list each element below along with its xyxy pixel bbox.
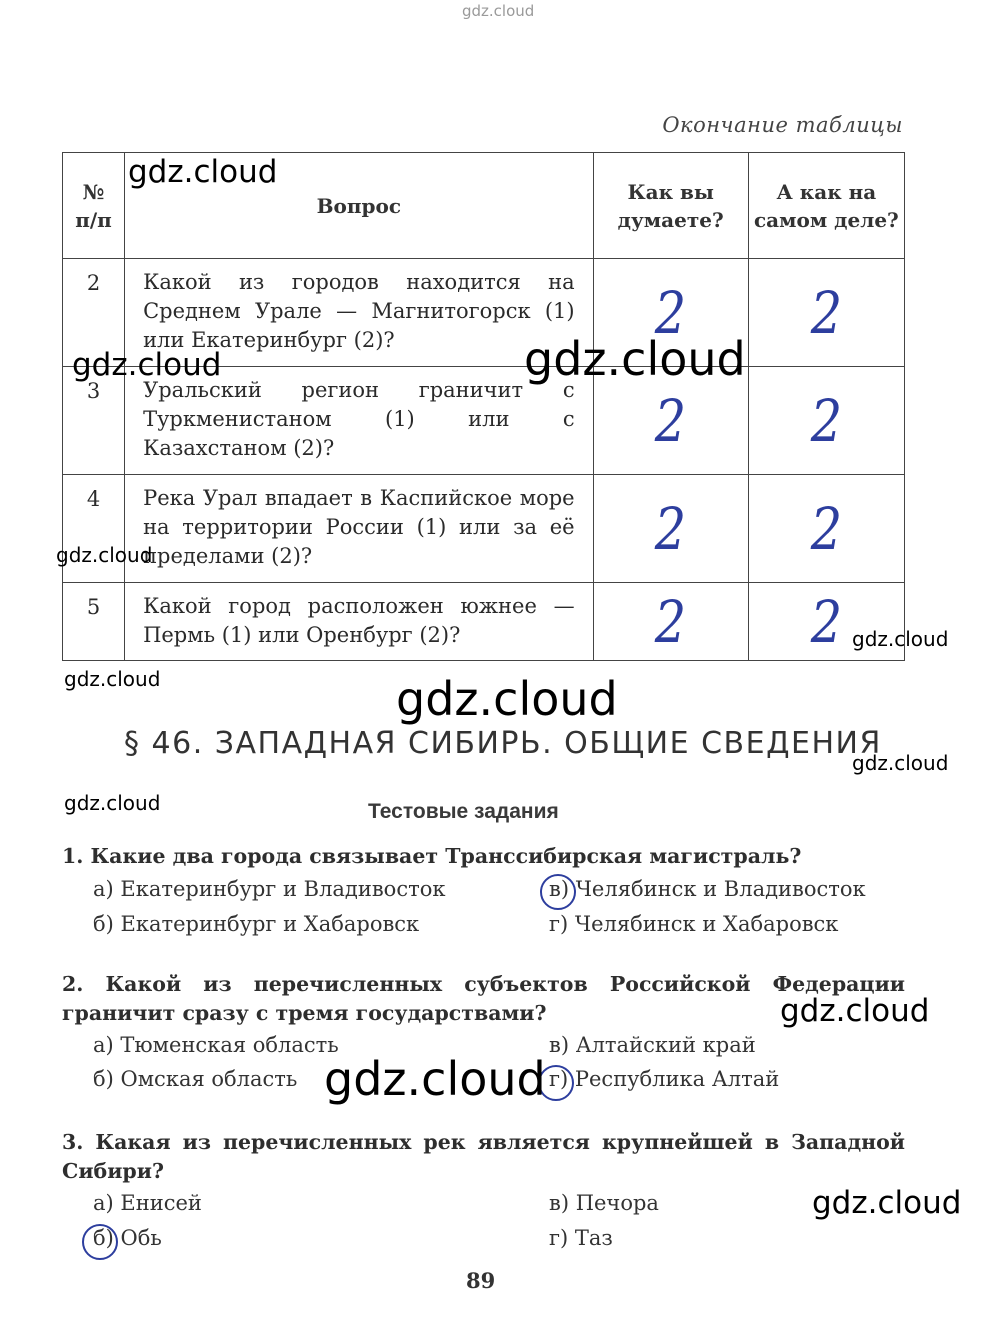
table-caption: Окончание таблицы — [662, 113, 903, 137]
question-2: 2. Какой из перечисленных субъектов Российской Федерации граничит сразу с тремя государствами? — [62, 972, 905, 1025]
row-num: 2 — [63, 259, 125, 367]
q2-option-b: б) Омская область — [93, 1067, 298, 1091]
watermark: gdz.cloud — [396, 672, 618, 726]
q2-option-g: г) Республика Алтай — [549, 1067, 780, 1091]
row-question: Река Урал впадает в Каспийское море на территории России (1) или за её пределами (2)? — [125, 475, 594, 583]
q1-option-v: в) Челябинск и Владивосток — [549, 877, 866, 901]
q1-option-g: г) Челябинск и Хабаровск — [549, 912, 839, 936]
handwritten-answer: 2 — [810, 494, 843, 563]
answer-think — [593, 583, 748, 661]
q1-selected-circle — [540, 874, 576, 910]
watermark: gdz.cloud — [56, 543, 153, 567]
watermark: gdz.cloud — [128, 154, 278, 190]
watermark: gdz.cloud — [852, 627, 949, 651]
answer-real — [748, 367, 904, 475]
watermark: gdz.cloud — [852, 751, 949, 775]
section-subtitle: Тестовые задания — [368, 800, 559, 823]
header-question: Вопрос — [125, 153, 594, 259]
watermark-top: gdz.cloud — [462, 2, 535, 20]
watermark: gdz.cloud — [812, 1185, 962, 1221]
table-row — [63, 475, 905, 583]
section-title: § 46. ЗАПАДНАЯ СИБИРЬ. ОБЩИЕ СВЕДЕНИЯ — [124, 726, 882, 761]
question-1: 1. Какие два города связывает Транссибирская магистраль? — [62, 844, 802, 868]
watermark: gdz.cloud — [524, 332, 746, 386]
watermark: gdz.cloud — [780, 993, 930, 1029]
question-3: 3. Какая из перечисленных рек является крупнейшей в Западной Сибири? — [62, 1130, 905, 1183]
q1-option-a: а) Екатеринбург и Владивосток — [93, 877, 446, 901]
row-question: Уральский регион граничит с Туркменистаном (1) или с Казахстаном (2)? — [125, 367, 594, 475]
page-number: 89 — [466, 1268, 496, 1293]
handwritten-answer: 2 — [655, 587, 687, 656]
handwritten-answer: 2 — [655, 386, 687, 455]
answer-real — [748, 259, 904, 367]
q1-option-b: б) Екатеринбург и Хабаровск — [93, 912, 420, 936]
row-num: 3 — [63, 367, 125, 475]
header-think: Как вы думаете? — [593, 153, 748, 259]
watermark: gdz.cloud — [64, 791, 161, 815]
header-real: А как на самом деле? — [748, 153, 904, 259]
handwritten-answer: 2 — [810, 386, 843, 455]
q3-option-b: б) Обь — [93, 1226, 162, 1250]
q3-selected-circle — [82, 1224, 118, 1260]
q3-option-g: г) Таз — [549, 1226, 613, 1250]
handwritten-answer: 2 — [655, 278, 687, 347]
row-question: Какой из городов находится на Среднем Урале — Магнитогорск (1) или Екатеринбург (2)? — [125, 259, 594, 367]
handwritten-answer: 2 — [655, 494, 687, 563]
questions-table — [62, 152, 905, 661]
watermark: gdz.cloud — [324, 1052, 546, 1106]
header-num: № п/п — [63, 153, 125, 259]
row-num: 5 — [63, 583, 125, 661]
row-num: 4 — [63, 475, 125, 583]
q3-option-v: в) Печора — [549, 1191, 659, 1215]
answer-real — [748, 475, 904, 583]
watermark: gdz.cloud — [64, 667, 161, 691]
watermark: gdz.cloud — [72, 347, 222, 383]
table-row — [63, 583, 905, 661]
row-question: Какой город расположен южнее — Пермь (1) или Оренбург (2)? — [125, 583, 594, 661]
handwritten-answer: 2 — [810, 587, 843, 656]
q2-option-v: в) Алтайский край — [549, 1033, 756, 1057]
handwritten-answer: 2 — [810, 278, 843, 347]
answer-think — [593, 475, 748, 583]
q3-option-a: а) Енисей — [93, 1191, 202, 1215]
q2-option-a: а) Тюменская область — [93, 1033, 339, 1057]
